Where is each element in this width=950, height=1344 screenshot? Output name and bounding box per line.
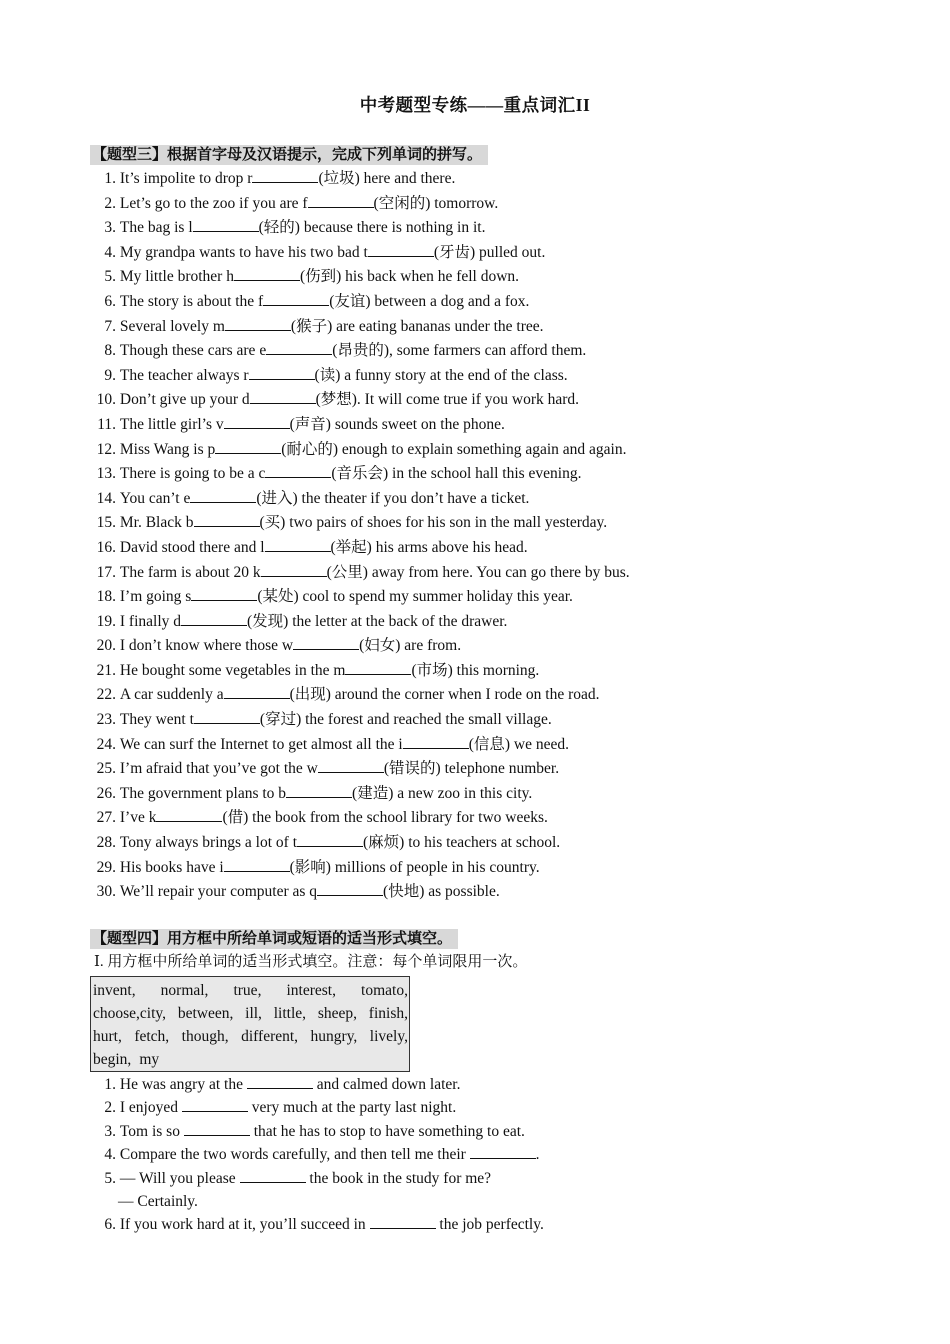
question-text: The bag is l (轻的) because there is nothing in it. [119,219,486,237]
answer-blank[interactable] [234,266,300,281]
word-box-word: sheep, [317,1005,357,1022]
question-item [90,511,710,536]
question-number: 5. [104,1169,116,1187]
question-item [90,413,710,438]
answer-blank[interactable] [250,389,316,404]
question-number: 5. [104,268,116,286]
answer-blank[interactable] [370,1214,436,1229]
question-item [90,610,710,635]
answer-blank[interactable] [247,1074,313,1089]
question-text: Compare the two words carefully, and then tell me their . [119,1146,540,1164]
answer-blank[interactable] [181,611,247,626]
word-box-line [93,979,408,1002]
section-4-header: 【题型四】用方框中所给单词或短语的适当形式填空。 [90,929,458,949]
question-text: I’m afraid that you’ve got the w (错误的) telephone number. [119,760,560,778]
answer-blank[interactable] [240,1168,306,1183]
question-text: His books have i (影响) millions of people in his country. [119,858,540,876]
section-3-question-list [90,167,710,905]
question-text: There is going to be a c (音乐会) in the school hall this evening. [119,465,582,483]
answer-blank[interactable] [224,684,290,699]
question-text: The government plans to b (建造) a new zoo in this city. [119,784,533,802]
question-item [90,290,710,315]
question-text: My grandpa wants to have his two bad t (牙齿) pulled out. [119,243,546,261]
question-text: I finally d (发现) the letter at the back of the drawer. [119,612,508,630]
question-item [90,880,710,905]
question-number: 10. [96,391,116,409]
question-number: 8. [104,342,116,360]
question-number: 2. [104,1099,116,1117]
question-item [90,806,710,831]
question-text: It’s impolite to drop r (垃圾) here and there. [119,170,456,187]
question-item [90,438,710,463]
question-text: We can surf the Internet to get almost all the i (信息) we need. [119,735,569,753]
answer-blank[interactable] [266,340,332,355]
page-title: 中考题型专练——重点词汇II [359,95,591,115]
question-item [90,1096,710,1119]
question-text: Mr. Black b (买) two pairs of shoes for his son in the mall yesterday. [119,514,608,532]
question-item [90,315,710,340]
question-number: 6. [104,292,116,310]
question-number: 13. [96,465,116,483]
question-number: 18. [96,588,116,606]
question-number: 1. [104,1076,116,1093]
answer-blank[interactable] [265,537,331,552]
answer-blank[interactable] [265,463,331,478]
question-item [90,364,710,389]
question-text: My little brother h (伤到) his back when he fell down. [119,268,520,286]
question-number: 4. [104,1146,116,1164]
answer-blank[interactable] [184,1121,250,1136]
question-item [90,585,710,610]
word-box-line [93,1002,408,1025]
answer-blank[interactable] [318,758,384,773]
question-text: We’ll repair your computer as q (快地) as possible. [119,883,500,901]
answer-blank[interactable] [263,291,329,306]
question-number: 7. [104,317,116,335]
question-number: 27. [96,809,116,827]
question-item [90,782,710,807]
question-text: — Certainly. [118,1192,198,1210]
answer-blank[interactable] [182,1097,248,1112]
question-text: I enjoyed very much at the party last night. [119,1099,457,1117]
word-box-word: invent, [93,982,136,999]
question-number: 12. [96,440,116,458]
question-text: The farm is about 20 k (公里) away from here. You can go there by bus. [119,563,630,581]
question-item [90,1120,710,1143]
question-item [90,831,710,856]
question-text: The little girl’s v (声音) sounds sweet on the phone. [119,415,505,433]
word-box-word: hungry, [310,1028,358,1045]
word-box-word: hurt, [93,1028,122,1045]
question-item [90,192,710,217]
question-text: Tom is so that he has to stop to have something to eat. [119,1122,525,1140]
word-box-word: different, [241,1028,299,1045]
question-item [90,241,710,266]
question-number: 26. [96,784,116,802]
question-text: I’ve k (借) the book from the school library for two weeks. [119,809,548,827]
answer-blank[interactable] [191,586,257,601]
question-item [90,167,710,192]
section-4-instruction: Ⅰ. 用方框中所给单词的适当形式填空。注意：每个单词限用一次。 [94,954,528,970]
answer-blank[interactable] [193,217,259,232]
section-4-question-list [90,1073,710,1237]
question-text: Tony always brings a lot of t (麻烦) to his teachers at school. [119,834,561,852]
answer-blank[interactable] [156,807,222,822]
answer-blank[interactable] [345,660,411,675]
question-item [90,388,710,413]
answer-blank[interactable] [317,881,383,896]
question-number: 22. [96,686,116,704]
question-number: 9. [104,366,116,384]
word-box-word: interest, [286,982,336,999]
question-item [90,1213,710,1236]
word-box-line [93,1025,408,1048]
answer-blank[interactable] [252,168,318,183]
question-number: 19. [96,612,116,630]
section-3-header: 【题型三】根据首字母及汉语提示，完成下列单词的拼写。 [90,145,488,165]
question-item [90,462,710,487]
word-box-word: true, [233,982,262,999]
question-text: — Will you please the book in the study for me? [119,1169,492,1187]
answer-blank[interactable] [194,512,260,527]
question-item [90,683,710,708]
word-box-word: finish, [368,1005,408,1022]
word-box-word: fetch, [134,1028,170,1045]
answer-blank[interactable] [225,316,291,331]
question-item [90,339,710,364]
answer-blank[interactable] [261,562,327,577]
question-item [90,634,710,659]
question-text: I’m going s (某处) cool to spend my summer holiday this year. [119,588,573,606]
question-item [90,856,710,881]
question-number: 3. [104,219,116,237]
question-number: 21. [96,661,116,679]
word-box-word: though, [181,1028,229,1045]
question-text: The teacher always r (读) a funny story at the end of the class. [119,366,568,384]
question-item [90,536,710,561]
question-number: 28. [96,834,116,852]
question-item [90,1167,710,1190]
word-box-word: little, [273,1005,307,1022]
question-number: 29. [96,858,116,876]
question-number: 3. [104,1122,116,1140]
word-box-word: begin, [93,1051,132,1068]
question-text: David stood there and l (举起) his arms above his head. [119,538,528,556]
question-text: He bought some vegetables in the m (市场) this morning. [119,661,540,679]
question-text: A car suddenly a (出现) around the corner when I rode on the road. [119,686,600,704]
question-text: If you work hard at it, you’ll succeed in the job perfectly. [119,1216,544,1234]
answer-blank[interactable] [286,783,352,798]
question-number: 24. [96,735,116,753]
answer-blank[interactable] [308,193,374,208]
answer-blank[interactable] [215,439,281,454]
question-item [90,561,710,586]
word-box-word: between, [177,1005,234,1022]
question-number: 4. [104,243,116,261]
question-number: 11. [97,415,116,433]
word-box-word: normal, [160,982,209,999]
question-number: 25. [96,760,116,778]
question-number: 1. [104,170,116,187]
question-item [90,659,710,684]
word-box-word: tomato, [361,982,408,999]
question-text: Miss Wang is p (耐心的) enough to explain something again and again. [119,440,627,458]
question-number: 17. [96,563,116,581]
question-text: The story is about the f (友谊) between a dog and a fox. [119,292,530,310]
answer-blank[interactable] [470,1144,536,1159]
question-number: 2. [104,194,116,212]
word-box-word: my [139,1051,160,1068]
question-item [90,1073,710,1096]
question-item [90,733,710,758]
question-item [90,216,710,241]
word-box-word: ill, [245,1005,262,1022]
question-number: 30. [96,883,116,901]
answer-blank[interactable] [224,414,290,429]
answer-blank[interactable] [297,832,363,847]
question-number: 15. [96,514,116,532]
question-number: 6. [104,1216,116,1234]
question-text: They went t (穿过) the forest and reached the small village. [119,711,552,729]
question-item [90,1143,710,1166]
question-item [90,708,710,733]
question-text: Several lovely m (猴子) are eating bananas under the tree. [119,317,544,335]
question-item [90,487,710,512]
question-number: 20. [96,637,116,655]
question-text: You can’t e (进入) the theater if you don’t have a ticket. [119,489,530,507]
answer-blank[interactable] [249,365,315,380]
answer-blank[interactable] [293,635,359,650]
answer-blank[interactable] [403,734,469,749]
question-item [90,757,710,782]
question-text: Though these cars are e (昂贵的), some farmers can afford them. [119,342,587,360]
word-box-word: choose,city, [93,1005,167,1022]
question-number: 16. [96,538,116,556]
answer-blank[interactable] [194,709,260,724]
word-box-word: lively, [369,1028,408,1045]
answer-blank[interactable] [190,488,256,503]
question-text: Don’t give up your d (梦想). It will come true if you work hard. [119,391,580,409]
question-number: 23. [96,711,116,729]
question-item [90,1190,710,1213]
question-text: He was angry at the and calmed down later. [119,1076,461,1093]
question-text: I don’t know where those w (妇女) are from. [119,637,462,655]
answer-blank[interactable] [224,857,290,872]
word-box [90,976,410,1072]
question-item [90,265,710,290]
question-number: 14. [96,489,116,507]
question-text: Let’s go to the zoo if you are f (空闲的) tomorrow. [119,194,499,212]
word-box-line [93,1048,408,1071]
answer-blank[interactable] [368,242,434,257]
